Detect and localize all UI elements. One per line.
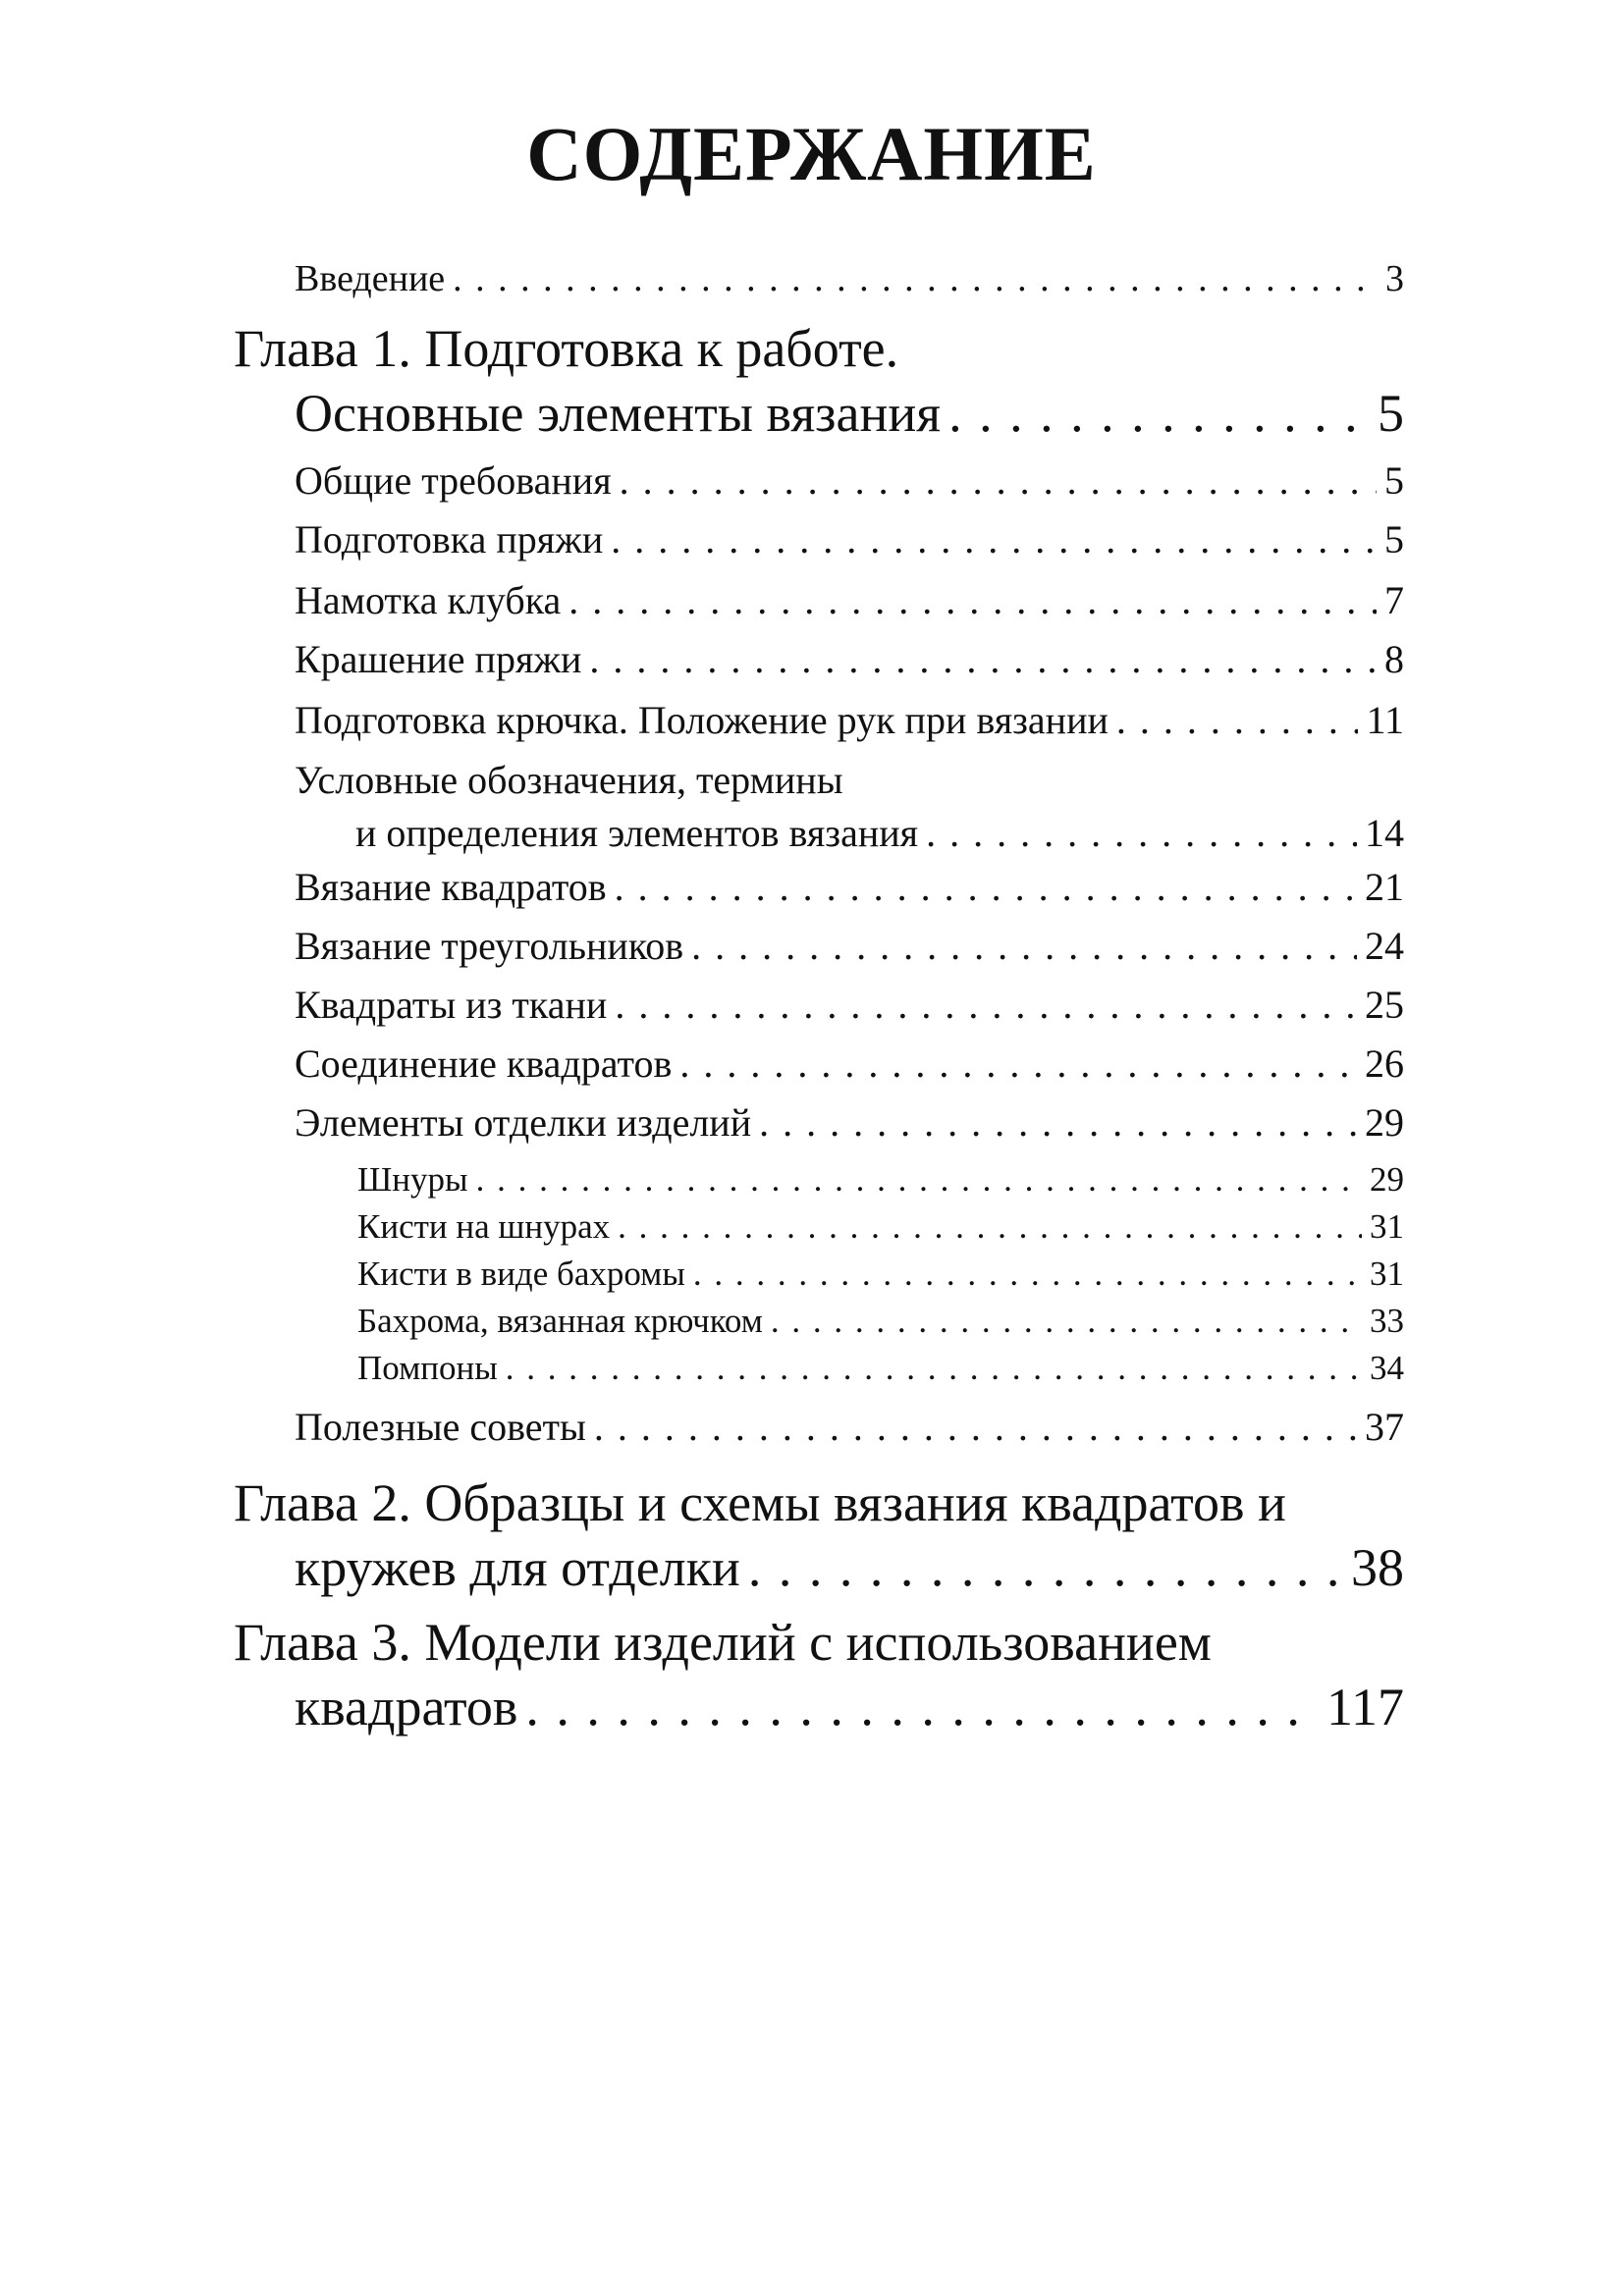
toc-entry-subsection bbox=[357, 1207, 1404, 1247]
toc-entry-section bbox=[295, 1099, 1404, 1146]
dot-leader bbox=[615, 864, 1357, 910]
dot-leader bbox=[611, 516, 1377, 562]
toc-page-number: 33 bbox=[1370, 1302, 1404, 1340]
toc-entry-section bbox=[295, 697, 1404, 743]
toc-page-number: 117 bbox=[1326, 1678, 1404, 1736]
toc-entry-title: Вязание треугольников bbox=[295, 924, 684, 968]
dot-leader bbox=[948, 381, 1370, 446]
dot-leader bbox=[594, 1404, 1357, 1450]
dot-leader bbox=[589, 636, 1377, 682]
toc-page-number: 31 bbox=[1370, 1207, 1404, 1246]
dot-leader bbox=[679, 1041, 1357, 1087]
chapter-title-line-1: Глава 3. Модели изделий с использованием bbox=[234, 1613, 1212, 1672]
toc-entry-title: Крашение пряжи bbox=[295, 637, 582, 681]
chapter-title-line-1: Глава 1. Подготовка к работе. bbox=[234, 319, 899, 378]
toc-page-number: 3 bbox=[1385, 258, 1404, 299]
toc-page-number: 31 bbox=[1370, 1255, 1404, 1293]
toc-page-number: 5 bbox=[1384, 458, 1404, 503]
toc-page-number: 5 bbox=[1378, 384, 1404, 443]
toc-entry-section bbox=[295, 864, 1404, 910]
toc-entry-title: Полезные советы bbox=[295, 1405, 586, 1449]
dot-leader bbox=[771, 1302, 1362, 1341]
toc-entry-section bbox=[295, 923, 1404, 969]
toc-page-number: 29 bbox=[1370, 1160, 1404, 1199]
dot-leader bbox=[691, 923, 1357, 969]
toc-page-number: 7 bbox=[1384, 578, 1404, 622]
chapter-title-line-2: Основные элементы вязания bbox=[295, 384, 942, 443]
toc-page-number: 5 bbox=[1384, 517, 1404, 561]
toc-entry-title: Квадраты из ткани bbox=[295, 983, 608, 1027]
toc-entry-section bbox=[295, 1041, 1404, 1087]
toc-entry-section bbox=[295, 982, 1404, 1028]
dot-leader bbox=[568, 577, 1377, 623]
dot-leader bbox=[453, 257, 1378, 300]
chapter-title-line-2: кружев для отделки bbox=[295, 1538, 740, 1597]
toc-entry-section bbox=[295, 1404, 1404, 1450]
toc-entry-subsection bbox=[357, 1302, 1404, 1341]
toc-entry-title: Подготовка пряжи bbox=[295, 517, 604, 561]
toc-page-number: 8 bbox=[1384, 637, 1404, 681]
toc-entry-section bbox=[295, 516, 1404, 562]
toc-entry-title: Бахрома, вязанная крючком bbox=[357, 1302, 763, 1340]
toc-entry-title: Помпоны bbox=[357, 1349, 498, 1387]
toc-page-number: 25 bbox=[1365, 983, 1404, 1027]
dot-leader bbox=[759, 1099, 1357, 1146]
toc-entry-chapter-3 bbox=[234, 1610, 1404, 1739]
toc-entry-title: Введение bbox=[295, 258, 446, 299]
toc-entry-title: Общие требования bbox=[295, 458, 612, 503]
toc-entry-title: Вязание квадратов bbox=[295, 865, 607, 909]
dot-leader bbox=[525, 1675, 1319, 1739]
section-title-line-1: Условные обозначения, термины bbox=[295, 758, 843, 802]
toc-entry-title: Кисти в виде бахромы bbox=[357, 1255, 685, 1293]
toc-page-number: 37 bbox=[1365, 1405, 1404, 1449]
dot-leader bbox=[1116, 697, 1359, 743]
toc-page-number: 11 bbox=[1366, 698, 1404, 742]
toc-entry-title: Шнуры bbox=[357, 1160, 468, 1199]
dot-leader bbox=[693, 1255, 1362, 1294]
dot-leader bbox=[615, 982, 1357, 1028]
dot-leader bbox=[620, 457, 1377, 504]
toc-page-number: 26 bbox=[1365, 1041, 1404, 1086]
dot-leader bbox=[476, 1160, 1362, 1200]
toc-entry-subsection bbox=[357, 1255, 1404, 1294]
toc-entry-section bbox=[295, 636, 1404, 682]
toc-page-number: 34 bbox=[1370, 1349, 1404, 1387]
toc-entry-title: Намотка клубка bbox=[295, 578, 562, 622]
toc-entry-title: Соединение квадратов bbox=[295, 1041, 673, 1086]
toc-entry-section bbox=[295, 457, 1404, 504]
page-title: СОДЕРЖАНИЕ bbox=[526, 111, 1097, 196]
toc-entry-section-multiline bbox=[295, 754, 1404, 860]
toc-entry-intro bbox=[295, 257, 1404, 300]
toc-page-number: 38 bbox=[1351, 1538, 1404, 1597]
dot-leader bbox=[926, 807, 1357, 860]
dot-leader bbox=[506, 1349, 1362, 1388]
toc-page-number: 29 bbox=[1365, 1100, 1404, 1145]
toc-entry-subsection bbox=[357, 1160, 1404, 1200]
toc-page-number: 14 bbox=[1365, 811, 1404, 855]
toc-entry-title: Кисти на шнурах bbox=[357, 1207, 611, 1246]
toc-entry-chapter-1 bbox=[234, 316, 1404, 446]
section-title-line-2: и определения элементов вязания bbox=[355, 811, 919, 855]
toc-entry-subsection bbox=[357, 1349, 1404, 1388]
chapter-title-line-1: Глава 2. Образцы и схемы вязания квадратов и bbox=[234, 1473, 1286, 1532]
dot-leader bbox=[618, 1207, 1362, 1247]
toc-page-number: 21 bbox=[1365, 865, 1404, 909]
toc-entry-title: Подготовка крючка. Положение рук при вязании bbox=[295, 698, 1109, 742]
toc-entry-title: Элементы отделки изделий bbox=[295, 1100, 752, 1145]
toc-entry-section bbox=[295, 577, 1404, 623]
toc-page-number: 24 bbox=[1365, 924, 1404, 968]
toc-entry-chapter-2 bbox=[234, 1470, 1404, 1600]
dot-leader bbox=[748, 1535, 1343, 1600]
chapter-title-line-2: квадратов bbox=[295, 1678, 518, 1736]
